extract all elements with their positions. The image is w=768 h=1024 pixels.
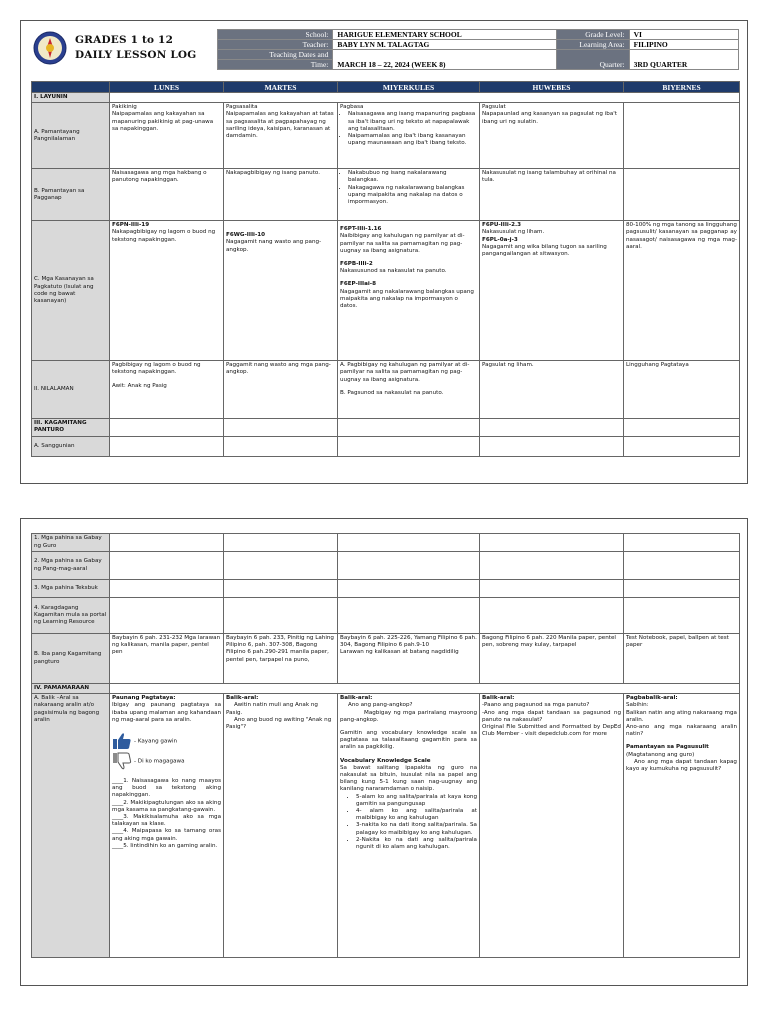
empty-cell: [110, 419, 224, 437]
area-label: Learning Area:: [557, 40, 629, 50]
empty-cell: [624, 552, 740, 580]
kasanayan-huw-text2: Nagagamit ang wika bilang tugon sa sariling pangangailangan at sitwasyon.: [482, 243, 607, 258]
iba-pang-lunes: Baybayin 6 pah. 231-232 Mga larawan ng kalikasan, manila paper, pentel pen: [110, 634, 224, 684]
row-label-sanggunian: A. Sanggunian: [32, 437, 110, 457]
balik-aral-miy-p: Gamitin ang vocabulary knowledge scale sa pagtatasa sa talasalitaang gagamitin para sa aralin sa pagkikilig.: [340, 730, 477, 751]
row-label-iba-pang: B. Iba pang Kagamitang pangturo: [32, 634, 110, 684]
nilalaman-miy-a: A. Pagbibigay ng kahulugan ng pamilyar at di-pamilyar na salita sa pamamagitan ng pag-uugnay sa ibang asignatura.: [340, 362, 470, 383]
empty-cell: [338, 419, 480, 437]
balik-aral-martes-title: Balik-aral:: [226, 695, 259, 702]
empty-cell: [480, 598, 624, 634]
pagganap-martes: Nakapagbibigay ng isang panuto.: [224, 169, 338, 221]
empty-cell: [480, 437, 624, 457]
kasanayan-miy-text2: Nakasusunod sa nakasulat na panuto.: [340, 268, 447, 275]
list-item: ____5. Iintindihin ko an gaming aralin.: [112, 842, 218, 849]
balik-aral-martes-text2: Ano ang buod ng awiting "Anak ng Pasig"?: [226, 716, 332, 731]
row-label-pangnilalaman: A. Pamantayang Pangnilalaman: [32, 103, 110, 169]
dates-label: [218, 50, 333, 60]
balik-aral-miyerkules: [338, 694, 480, 958]
list-item: • 5-alam ko ang salita/parirala at kaya kong gamitin sa pangungusap: [356, 794, 477, 808]
row-label-pagganap: B. Pamantayan sa Pagganap: [32, 169, 110, 221]
teacher-label: Teacher:: [218, 40, 333, 50]
balik-aral-biy-title: Pagbabalik-aral:: [626, 695, 678, 702]
balik-aral-lunes-intro: Ibigay ang paunang pagtataya sa ibaba upang malaman ang kahandaan ng mag-aaral para sa aralin.: [112, 702, 221, 723]
iba-pang-miy-text2: Larawan ng kalikasan at batang nagdidilig: [340, 649, 459, 656]
balik-aral-martes: [224, 694, 338, 958]
balik-aral-huw-line: Original File Submitted and Formatted by DepEd Club Member - visit depedclub.com for more: [482, 724, 621, 738]
iba-pang-miyerkules: [338, 634, 480, 684]
iba-pang-martes: Baybayin 6 pah. 233, Pinitig ng Lahing Pilipino 6, pah. 307-308, Bagong Filipino 6 pah.290-291 manila paper, pentel pen, tarpapel na puno,: [224, 634, 338, 684]
empty-cell: [338, 552, 480, 580]
area-value: FILIPINO: [629, 40, 738, 50]
kasanayan-huw-text1: Nakasusulat ng liham.: [482, 229, 545, 236]
pagganap-lunes: Naisasagawa ang mga hakbang o panutong napakinggan.: [110, 169, 224, 221]
balik-aral-huw-line: -Ano ang mga dapat tandaan sa pagsunod ng panuto na nakasulat?: [482, 709, 621, 723]
balik-aral-biyernes: [624, 694, 740, 958]
pagganap-miyerkules: [338, 169, 480, 221]
dates-value: MARCH 18 – 22, 2024 (WEEK 8): [333, 50, 557, 70]
day-header-biyernes: BIYERNES: [624, 82, 740, 93]
pangnilalaman-miy-title: Pagbasa: [340, 104, 364, 111]
log-header: [31, 29, 739, 73]
dates-label-time: Time:: [218, 60, 333, 70]
info-table: [217, 29, 739, 70]
kasanayan-martes: [224, 221, 338, 361]
balik-aral-biy-line: Ano-ano ang mga nakaraang aralin natin?: [626, 724, 737, 738]
quarter-label: Quarter:: [557, 50, 629, 70]
kasanayan-lunes-text: Nakapagbibigay ng lagom o buod ng tekstong napakinggan.: [112, 229, 216, 243]
empty-cell: [110, 580, 224, 598]
pagganap-huwebes: Nakasusulat ng isang talambuhay at orihinal na tula.: [480, 169, 624, 221]
nilalaman-lunes-text: Pagbibigay ng lagom o buod ng tekstong napakinggan.: [112, 362, 201, 376]
nilalaman-biyernes: Lingguhang Pagtataya: [624, 361, 740, 419]
empty-cell: [338, 534, 480, 552]
pangnilalaman-martes: [224, 103, 338, 169]
pangnilalaman-miyerkules: [338, 103, 480, 169]
form-title-grades: GRADES 1 to 12: [75, 34, 174, 46]
list-item: • Naipamamalas ang iba't ibang kasanayan upang maunawaan ang iba't ibang teksto.: [348, 133, 477, 147]
balik-aral-biy-line: Ano ang mga dapat tandaan kapag kayo ay kumukuha ng pagsusulit?: [626, 758, 737, 773]
empty-cell: [624, 580, 740, 598]
code-label: F6PN-IIIi-19: [112, 222, 150, 229]
list-item: ____3. Makikisalamuha ako sa mga talakayan sa klase.: [112, 814, 221, 828]
vks-text: Sa bawat salitang ipapakita ng guro na nakasulat sa bituin, isusulat nila sa papel ang bilang kung 5-1 kung saan nag-uugnay ang kanilang nararamdaman o naisip.: [340, 764, 477, 793]
empty-cell: [110, 534, 224, 552]
list-item: • Naisasagawa ang isang mapanuring pagbasa sa iba't ibang uri ng teksto at napapalawak ang talasalitaan.: [348, 111, 477, 133]
row-label-pahina-guro: 1. Mga pahina sa Gabay ng Guro: [32, 534, 110, 552]
code-label: F6PB-IIIi-2: [340, 261, 373, 268]
section-pamamaraan-fill: [110, 684, 740, 694]
empty-cell: [480, 580, 624, 598]
row-label-pahina-magaaral: 2. Mga pahina sa Gabay ng Pang-mag-aaral: [32, 552, 110, 580]
row-label-nilalaman: II. NILALAMAN: [32, 361, 110, 419]
school-label: School:: [218, 30, 333, 40]
iba-pang-huwebes: Bagong Filipino 6 pah. 220 Manila paper, pentel pen, sobreng may kulay, tarpapel: [480, 634, 624, 684]
teacher-value: BABY LYN M. TALAGTAG: [333, 40, 557, 50]
balik-aral-huw-line: -Paano ang pagsunod sa mga panuto?: [482, 702, 590, 709]
pangnilalaman-martes-text: Naipapamalas ang kakayahan at tatas sa pagsasalita at pagpapahayag ng sariling ideya, kaisipan, karanasan at damdamin.: [226, 111, 334, 140]
empty-cell: [338, 598, 480, 634]
pangnilalaman-biyernes: [624, 103, 740, 169]
section-pamamaraan: IV. PAMAMARAAN: [32, 684, 110, 694]
section-layunin-fill: [110, 93, 740, 103]
code-label: F6PU-IIIi-2.3: [482, 222, 522, 229]
section-layunin: I. LAYUNIN: [32, 93, 110, 103]
balik-aral-lunes-title: Paunang Pagtataya:: [112, 695, 176, 702]
list-item: • Nakagagawa ng nakalarawang balangkas upang maipakita ang nakalap na datos o impormasyon.: [348, 185, 477, 207]
empty-cell: [224, 598, 338, 634]
code-label: F6PL-0a-j-3: [482, 236, 518, 243]
balik-aral-biy-line: Balikan natin ang ating nakaraang mga aralin.: [626, 709, 737, 723]
empty-cell: [624, 437, 740, 457]
empty-cell: [224, 534, 338, 552]
nilalaman-martes: Paggamit nang wasto ang mga pang-angkop.: [224, 361, 338, 419]
pagganap-biyernes: [624, 169, 740, 221]
row-label-kasanayan: C. Mga Kasanayan sa Pagkatuto (Isulat ang code ng bawat kasanayan): [32, 221, 110, 361]
thumbs-down-label: - Di ko magagawa: [134, 758, 185, 765]
list-item: • 2-Nakita ko na dati ang salita/parirala ngunit di ko alam ang kahulugan.: [356, 837, 477, 851]
pangnilalaman-huwebes-text: Napapaunlad ang kasanyan sa pagsulat ng iba't ibang uri ng sulatin.: [482, 111, 617, 125]
lesson-table-1: [31, 81, 740, 457]
thumbs-up-icon: [112, 732, 132, 750]
balik-aral-huw-title: Balik-aral:: [482, 695, 515, 702]
row-label-karagdagang: 4. Karagdagang Kagamitan mula sa portal ng Learning Resource: [32, 598, 110, 634]
balik-aral-miy-q2: Magbigay ng mga pariralang mayroong pang-angkop.: [340, 709, 477, 723]
empty-cell: [110, 552, 224, 580]
grade-value: VI: [629, 30, 738, 40]
thumbs-down-legend: [112, 752, 221, 770]
list-item: • Nakabubuo ng isang nakalarawang balangkas.: [348, 170, 477, 184]
pangnilalaman-martes-title: Pagsasalita: [226, 104, 258, 111]
empty-cell: [224, 437, 338, 457]
empty-cell: [110, 437, 224, 457]
pangnilalaman-lunes-title: Pakikinig: [112, 104, 137, 111]
empty-cell: [624, 419, 740, 437]
empty-cell: [338, 580, 480, 598]
empty-cell: [624, 534, 740, 552]
kasanayan-miy-text3: Nagagamit ang nakalarawang balangkas upang maipakita ang nakalap na impormasyon o datos.: [340, 288, 474, 310]
pangnilalaman-lunes-text: Naipapamalas ang kakayahan sa mapanuring pakikinig at pag-unawa sa napakinggan.: [112, 111, 214, 132]
day-header-huwebes: HUWEBES: [480, 82, 624, 93]
balik-aral-huwebes: [480, 694, 624, 958]
nilalaman-miy-b: B. Pagsunod sa nakasulat na panuto.: [340, 389, 444, 396]
empty-cell: [480, 552, 624, 580]
list-item: • 3-nakita ko na dati itong salita/parirala. Sa palagay ko maibibigay ko ang kahulugan.: [356, 822, 477, 836]
lesson-log-page-2: [20, 518, 748, 986]
list-item: ____2. Makikipagtulungan ako sa aking mga kasama sa pangkatang-gawain.: [112, 799, 221, 813]
balik-aral-biy-title2: Pamantayan sa Pagsusulit: [626, 744, 709, 751]
empty-cell: [224, 580, 338, 598]
nilalaman-lunes: [110, 361, 224, 419]
nilalaman-huwebes: Pagsulat ng liham.: [480, 361, 624, 419]
iba-pang-biyernes: Test Notebook, papel, ballpen at test paper: [624, 634, 740, 684]
lesson-log-page-1: [20, 20, 748, 484]
code-label: F6WG-IIIi-10: [226, 232, 266, 239]
thumbs-up-legend: [112, 732, 221, 750]
day-header-miyerkules: MIYERKULES: [338, 82, 480, 93]
kasanayan-miy-text1: Naibibigay ang kahulugan ng pamilyar at di-pamilyar na salita sa pamamagitan ng pag-uugnay sa ibang asignatura.: [340, 233, 465, 254]
balik-aral-biy-line: Sabihin:: [626, 702, 649, 709]
section-kagamitang-panturo: III. KAGAMITANG PANTURO: [32, 419, 110, 437]
deped-seal-icon: [33, 31, 67, 65]
list-item: • 4- alam ko ang salita/parirala at maibibigay ko ang kahulugan: [356, 808, 477, 822]
corner-cell: [32, 82, 110, 93]
balik-aral-martes-text: Awitin natin muli ang Anak ng Pasig.: [226, 702, 318, 716]
empty-cell: [110, 598, 224, 634]
school-value: HARIGUE ELEMENTARY SCHOOL: [333, 30, 557, 40]
day-header-lunes: LUNES: [110, 82, 224, 93]
nilalaman-miyerkules: [338, 361, 480, 419]
empty-cell: [224, 552, 338, 580]
empty-cell: [480, 534, 624, 552]
grade-label: Grade Level:: [557, 30, 629, 40]
list-item: ____4. Maipapasa ko sa tamang oras ang aking mga gawain.: [112, 828, 221, 842]
balik-aral-miy-q: Ano ang pang-angkop?: [348, 702, 413, 709]
lesson-table-2: [31, 533, 740, 958]
thumbs-down-icon: [112, 752, 132, 770]
empty-cell: [624, 598, 740, 634]
dates-label-line1: Teaching Dates and: [269, 50, 329, 59]
pangnilalaman-huwebes: [480, 103, 624, 169]
kasanayan-martes-text: Nagagamit nang wasto ang pang-angkop.: [226, 239, 322, 253]
empty-cell: [338, 437, 480, 457]
pangnilalaman-huwebes-title: Pagsulat: [482, 104, 506, 111]
empty-cell: [224, 419, 338, 437]
balik-aral-miy-title: Balik-aral:: [340, 695, 373, 702]
code-label: F6EP-IIIai-8: [340, 281, 377, 288]
balik-aral-lunes: [110, 694, 224, 958]
list-item: ____1. Naisasagawa ko nang maayos ang buod sa tekstong aking napakinggan.: [112, 778, 221, 799]
vks-title: Vocabulary Knowledge Scale: [340, 757, 431, 764]
form-title-dll: DAILY LESSON LOG: [75, 49, 197, 61]
balik-aral-biy-line: (Magtatanong ang guro): [626, 751, 695, 758]
pangnilalaman-lunes: [110, 103, 224, 169]
nilalaman-lunes-awit: Awit: Anak ng Pasig: [112, 382, 167, 389]
kasanayan-biyernes: 80-100% ng mga tanong sa lingguhang pagsusulit/ kasanayan sa pagganap ay nasasagot/ naisasagawa ng mga mag-aaral.: [624, 221, 740, 361]
code-label: F6PT-IIIi-1.16: [340, 226, 382, 233]
kasanayan-miyerkules: [338, 221, 480, 361]
empty-cell: [480, 419, 624, 437]
kasanayan-huwebes: [480, 221, 624, 361]
quarter-value: 3RD QUARTER: [629, 50, 738, 70]
row-label-balik-aral: A. Balik –Aral sa nakaraang aralin at/o pagsisimula ng bagong aralin: [32, 694, 110, 958]
row-label-pahina-teksbuk: 3. Mga pahina Teksbuk: [32, 580, 110, 598]
iba-pang-miy-text: Baybayin 6 pah. 225-226, Yamang Filipino 6 pah. 304, Bagong Filipino 6 pah.9-10: [340, 635, 477, 649]
thumbs-up-label: - Kayang gawin: [134, 738, 178, 745]
kasanayan-lunes: [110, 221, 224, 361]
day-header-martes: MARTES: [224, 82, 338, 93]
